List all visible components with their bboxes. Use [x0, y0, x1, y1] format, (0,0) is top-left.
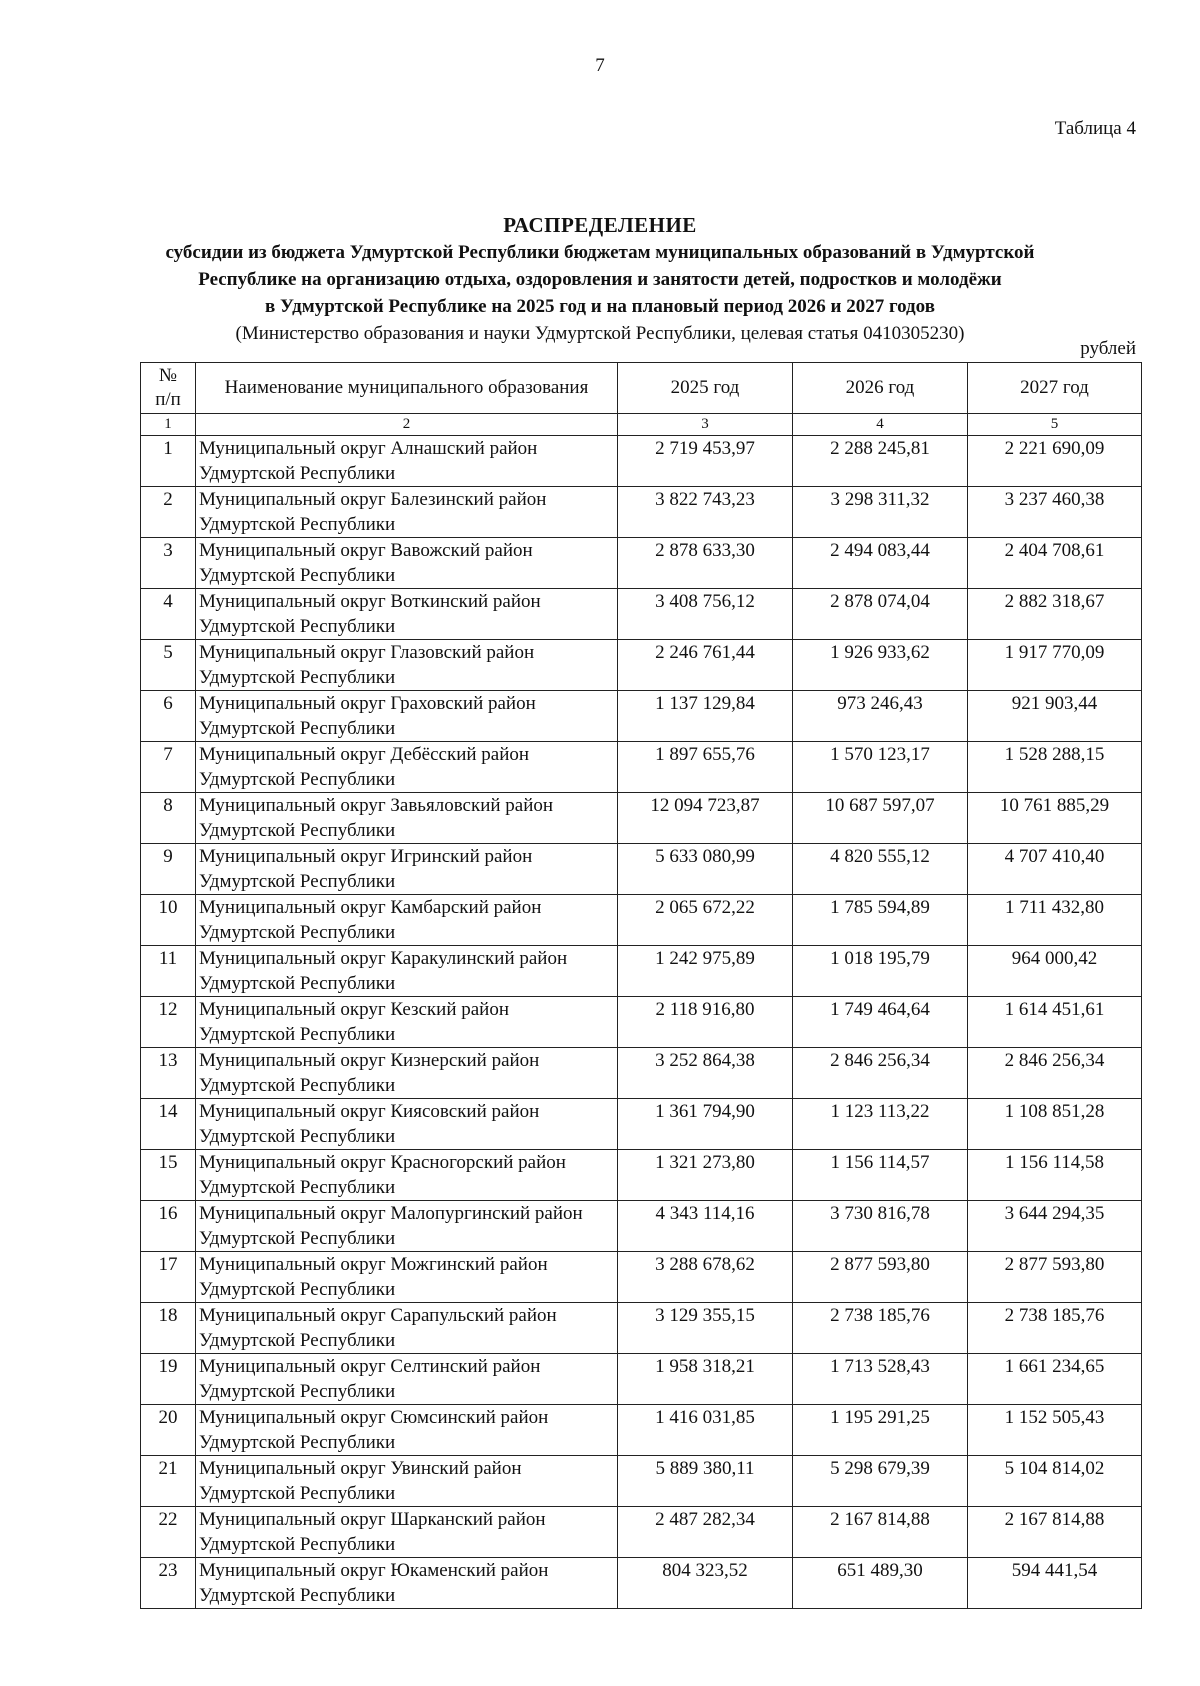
- row-number: 18: [141, 1303, 196, 1354]
- municipality-name-line-2: Удмуртской Республики: [199, 871, 396, 892]
- municipality-name-line-2: Удмуртской Республики: [199, 922, 396, 943]
- value-2025: 1 361 794,90: [618, 1099, 793, 1150]
- column-number: 5: [968, 414, 1142, 436]
- column-number: 1: [141, 414, 196, 436]
- table-row: [141, 1303, 1142, 1354]
- municipality-name-line-2: Удмуртской Республики: [199, 1279, 396, 1300]
- value-2026: 1 785 594,89: [793, 895, 968, 946]
- municipality-name-line-1: Муниципальный округ Кезский район: [199, 999, 510, 1020]
- heading-title: РАСПРЕДЕЛЕНИЕ: [503, 213, 697, 237]
- value-2026: 2 846 256,34: [793, 1048, 968, 1099]
- value-2027: 3 237 460,38: [968, 487, 1142, 538]
- value-2027: 5 104 814,02: [968, 1456, 1142, 1507]
- header-num-line-2: п/п: [155, 389, 181, 410]
- value-2027: 2 167 814,88: [968, 1507, 1142, 1558]
- municipality-name-line-1: Муниципальный округ Сюмсинский район: [199, 1407, 549, 1428]
- table-row: [141, 436, 1142, 487]
- municipality-name-line-2: Удмуртской Республики: [199, 769, 396, 790]
- municipality-name-line-2: Удмуртской Республики: [199, 1075, 396, 1096]
- table-row: [141, 946, 1142, 997]
- value-2026: 4 820 555,12: [793, 844, 968, 895]
- row-number: 4: [141, 589, 196, 640]
- municipality-name: [196, 895, 618, 946]
- table-row: [141, 1558, 1142, 1609]
- value-2025: 1 897 655,76: [618, 742, 793, 793]
- municipality-name: [196, 1456, 618, 1507]
- municipality-name-line-1: Муниципальный округ Шарканский район: [199, 1509, 546, 1530]
- table-row: [141, 589, 1142, 640]
- value-2026: 973 246,43: [793, 691, 968, 742]
- value-2026: 651 489,30: [793, 1558, 968, 1609]
- municipality-name-line-1: Муниципальный округ Малопургинский район: [199, 1203, 583, 1224]
- value-2026: 1 156 114,57: [793, 1150, 968, 1201]
- value-2026: 1 018 195,79: [793, 946, 968, 997]
- value-2027: 1 711 432,80: [968, 895, 1142, 946]
- municipality-name-line-1: Муниципальный округ Юкаменский район: [199, 1560, 549, 1581]
- value-2026: 1 123 113,22: [793, 1099, 968, 1150]
- municipality-name: [196, 1507, 618, 1558]
- municipality-name-line-2: Удмуртской Республики: [199, 1126, 396, 1147]
- column-number: 4: [793, 414, 968, 436]
- municipality-name: [196, 1201, 618, 1252]
- units-label: рублей: [1080, 338, 1136, 359]
- value-2027: 1 528 288,15: [968, 742, 1142, 793]
- row-number: 19: [141, 1354, 196, 1405]
- table-row: [141, 1507, 1142, 1558]
- table-row: [141, 844, 1142, 895]
- value-2026: 5 298 679,39: [793, 1456, 968, 1507]
- municipality-name-line-1: Муниципальный округ Красногорский район: [199, 1152, 566, 1173]
- value-2026: 3 298 311,32: [793, 487, 968, 538]
- municipality-name-line-2: Удмуртской Республики: [199, 1330, 396, 1351]
- municipality-name-line-2: Удмуртской Республики: [199, 514, 396, 535]
- municipality-name-line-1: Муниципальный округ Увинский район: [199, 1458, 522, 1479]
- value-2025: 3 822 743,23: [618, 487, 793, 538]
- municipality-name-line-2: Удмуртской Республики: [199, 1432, 396, 1453]
- municipality-name-line-2: Удмуртской Республики: [199, 1585, 396, 1606]
- municipality-name: [196, 487, 618, 538]
- municipality-name-line-2: Удмуртской Республики: [199, 718, 396, 739]
- table-row: [141, 1201, 1142, 1252]
- municipality-name-line-1: Муниципальный округ Граховский район: [199, 693, 536, 714]
- municipality-name-line-1: Муниципальный округ Селтинский район: [199, 1356, 541, 1377]
- table-row: [141, 895, 1142, 946]
- value-2027: 1 614 451,61: [968, 997, 1142, 1048]
- column-number: 2: [196, 414, 618, 436]
- municipality-name-line-1: Муниципальный округ Киясовский район: [199, 1101, 540, 1122]
- municipality-name: [196, 538, 618, 589]
- row-number: 15: [141, 1150, 196, 1201]
- value-2026: 2 877 593,80: [793, 1252, 968, 1303]
- value-2027: 594 441,54: [968, 1558, 1142, 1609]
- municipality-name: [196, 691, 618, 742]
- row-number: 16: [141, 1201, 196, 1252]
- value-2025: 1 958 318,21: [618, 1354, 793, 1405]
- row-number: 12: [141, 997, 196, 1048]
- municipality-name-line-2: Удмуртской Республики: [199, 1381, 396, 1402]
- value-2025: 12 094 723,87: [618, 793, 793, 844]
- document-heading: [60, 212, 1140, 347]
- municipality-name-line-2: Удмуртской Республики: [199, 1534, 396, 1555]
- value-2027: 2 221 690,09: [968, 436, 1142, 487]
- table-row: [141, 1099, 1142, 1150]
- table-row: [141, 640, 1142, 691]
- value-2026: 3 730 816,78: [793, 1201, 968, 1252]
- table-row: [141, 997, 1142, 1048]
- table-header-row: [141, 363, 1142, 414]
- table-row: [141, 742, 1142, 793]
- municipality-name-line-1: Муниципальный округ Завьяловский район: [199, 795, 554, 816]
- municipality-name: [196, 1354, 618, 1405]
- row-number: 22: [141, 1507, 196, 1558]
- value-2025: 3 252 864,38: [618, 1048, 793, 1099]
- municipality-name: [196, 1405, 618, 1456]
- column-number-row: [141, 414, 1142, 436]
- table-row: [141, 1048, 1142, 1099]
- heading-line-4: (Министерство образования и науки Удмуртской Республики, целевая статья 0410305230): [235, 323, 965, 344]
- municipality-name: [196, 1099, 618, 1150]
- value-2025: 2 487 282,34: [618, 1507, 793, 1558]
- municipality-name-line-1: Муниципальный округ Балезинский район: [199, 489, 547, 510]
- value-2025: 804 323,52: [618, 1558, 793, 1609]
- municipality-name-line-1: Муниципальный округ Вавожский район: [199, 540, 533, 561]
- municipality-name: [196, 1048, 618, 1099]
- row-number: 9: [141, 844, 196, 895]
- municipality-name-line-2: Удмуртской Республики: [199, 973, 396, 994]
- value-2027: 2 882 318,67: [968, 589, 1142, 640]
- municipality-name: [196, 1558, 618, 1609]
- municipality-name-line-1: Муниципальный округ Сарапульский район: [199, 1305, 557, 1326]
- value-2026: 1 749 464,64: [793, 997, 968, 1048]
- value-2026: 10 687 597,07: [793, 793, 968, 844]
- value-2027: 2 404 708,61: [968, 538, 1142, 589]
- table-label: Таблица 4: [1054, 118, 1136, 139]
- value-2025: 3 288 678,62: [618, 1252, 793, 1303]
- table-row: [141, 1150, 1142, 1201]
- value-2027: 2 877 593,80: [968, 1252, 1142, 1303]
- header-num: [141, 363, 196, 414]
- municipality-name: [196, 1252, 618, 1303]
- value-2025: 3 408 756,12: [618, 589, 793, 640]
- row-number: 20: [141, 1405, 196, 1456]
- header-num-line-1: №: [158, 365, 178, 386]
- row-number: 17: [141, 1252, 196, 1303]
- value-2027: 3 644 294,35: [968, 1201, 1142, 1252]
- column-number: 3: [618, 414, 793, 436]
- municipality-name: [196, 946, 618, 997]
- value-2026: 2 738 185,76: [793, 1303, 968, 1354]
- value-2027: 2 846 256,34: [968, 1048, 1142, 1099]
- table-row: [141, 487, 1142, 538]
- header-2025: 2025 год: [618, 363, 793, 414]
- value-2027: 964 000,42: [968, 946, 1142, 997]
- row-number: 13: [141, 1048, 196, 1099]
- header-2026: 2026 год: [793, 363, 968, 414]
- municipality-name-line-2: Удмуртской Республики: [199, 667, 396, 688]
- row-number: 3: [141, 538, 196, 589]
- municipality-name-line-2: Удмуртской Республики: [199, 1177, 396, 1198]
- table-body: [141, 436, 1142, 1609]
- table-row: [141, 793, 1142, 844]
- value-2027: 2 738 185,76: [968, 1303, 1142, 1354]
- municipality-name-line-1: Муниципальный округ Игринский район: [199, 846, 533, 867]
- municipality-name: [196, 640, 618, 691]
- value-2027: 1 661 234,65: [968, 1354, 1142, 1405]
- value-2027: 10 761 885,29: [968, 793, 1142, 844]
- value-2025: 3 129 355,15: [618, 1303, 793, 1354]
- value-2026: 1 713 528,43: [793, 1354, 968, 1405]
- row-number: 8: [141, 793, 196, 844]
- municipality-name-line-1: Муниципальный округ Кизнерский район: [199, 1050, 540, 1071]
- value-2025: 4 343 114,16: [618, 1201, 793, 1252]
- municipality-name-line-1: Муниципальный округ Воткинский район: [199, 591, 541, 612]
- value-2025: 2 878 633,30: [618, 538, 793, 589]
- value-2025: 1 242 975,89: [618, 946, 793, 997]
- row-number: 10: [141, 895, 196, 946]
- municipality-name-line-2: Удмуртской Республики: [199, 565, 396, 586]
- municipality-name-line-1: Муниципальный округ Можгинский район: [199, 1254, 548, 1275]
- municipality-name-line-1: Муниципальный округ Алнашский район: [199, 438, 538, 459]
- value-2026: 1 195 291,25: [793, 1405, 968, 1456]
- value-2027: 921 903,44: [968, 691, 1142, 742]
- value-2025: 2 118 916,80: [618, 997, 793, 1048]
- table-row: [141, 1456, 1142, 1507]
- value-2025: 1 137 129,84: [618, 691, 793, 742]
- value-2025: 1 321 273,80: [618, 1150, 793, 1201]
- value-2027: 4 707 410,40: [968, 844, 1142, 895]
- value-2025: 2 065 672,22: [618, 895, 793, 946]
- municipality-name: [196, 1150, 618, 1201]
- heading-line-2: Республике на организацию отдыха, оздоровления и занятости детей, подростков и молодёжи: [198, 269, 1002, 290]
- municipality-name-line-1: Муниципальный округ Каракулинский район: [199, 948, 568, 969]
- value-2025: 5 633 080,99: [618, 844, 793, 895]
- value-2025: 2 719 453,97: [618, 436, 793, 487]
- municipality-name-line-2: Удмуртской Республики: [199, 616, 396, 637]
- municipality-name: [196, 589, 618, 640]
- table-row: [141, 538, 1142, 589]
- municipality-name-line-1: Муниципальный округ Дебёсский район: [199, 744, 530, 765]
- municipality-name-line-1: Муниципальный округ Камбарский район: [199, 897, 542, 918]
- municipality-name: [196, 793, 618, 844]
- table-row: [141, 1354, 1142, 1405]
- value-2026: 2 494 083,44: [793, 538, 968, 589]
- value-2027: 1 152 505,43: [968, 1405, 1142, 1456]
- value-2025: 2 246 761,44: [618, 640, 793, 691]
- value-2027: 1 917 770,09: [968, 640, 1142, 691]
- table-row: [141, 691, 1142, 742]
- municipality-name-line-1: Муниципальный округ Глазовский район: [199, 642, 535, 663]
- row-number: 11: [141, 946, 196, 997]
- municipality-name-line-2: Удмуртской Республики: [199, 820, 396, 841]
- heading-line-3: в Удмуртской Республике на 2025 год и на плановый период 2026 и 2027 годов: [265, 296, 935, 317]
- municipality-name: [196, 742, 618, 793]
- page-number: 7: [595, 55, 605, 76]
- municipality-name-line-2: Удмуртской Республики: [199, 1228, 396, 1249]
- table-row: [141, 1252, 1142, 1303]
- municipality-name: [196, 1303, 618, 1354]
- municipality-name-line-2: Удмуртской Республики: [199, 1483, 396, 1504]
- heading-line-1: субсидии из бюджета Удмуртской Республики бюджетам муниципальных образований в Удмуртской: [165, 242, 1035, 263]
- header-2027: 2027 год: [968, 363, 1142, 414]
- municipality-name: [196, 997, 618, 1048]
- municipality-name: [196, 436, 618, 487]
- value-2027: 1 156 114,58: [968, 1150, 1142, 1201]
- municipality-name-line-2: Удмуртской Республики: [199, 1024, 396, 1045]
- value-2026: 2 878 074,04: [793, 589, 968, 640]
- row-number: 23: [141, 1558, 196, 1609]
- distribution-table: [140, 362, 1142, 1609]
- row-number: 7: [141, 742, 196, 793]
- table-row: [141, 1405, 1142, 1456]
- row-number: 5: [141, 640, 196, 691]
- municipality-name: [196, 844, 618, 895]
- value-2026: 2 288 245,81: [793, 436, 968, 487]
- row-number: 2: [141, 487, 196, 538]
- row-number: 6: [141, 691, 196, 742]
- value-2027: 1 108 851,28: [968, 1099, 1142, 1150]
- row-number: 21: [141, 1456, 196, 1507]
- header-name: Наименование муниципального образования: [196, 363, 618, 414]
- row-number: 14: [141, 1099, 196, 1150]
- value-2025: 1 416 031,85: [618, 1405, 793, 1456]
- value-2025: 5 889 380,11: [618, 1456, 793, 1507]
- value-2026: 1 926 933,62: [793, 640, 968, 691]
- municipality-name-line-2: Удмуртской Республики: [199, 463, 396, 484]
- value-2026: 2 167 814,88: [793, 1507, 968, 1558]
- value-2026: 1 570 123,17: [793, 742, 968, 793]
- row-number: 1: [141, 436, 196, 487]
